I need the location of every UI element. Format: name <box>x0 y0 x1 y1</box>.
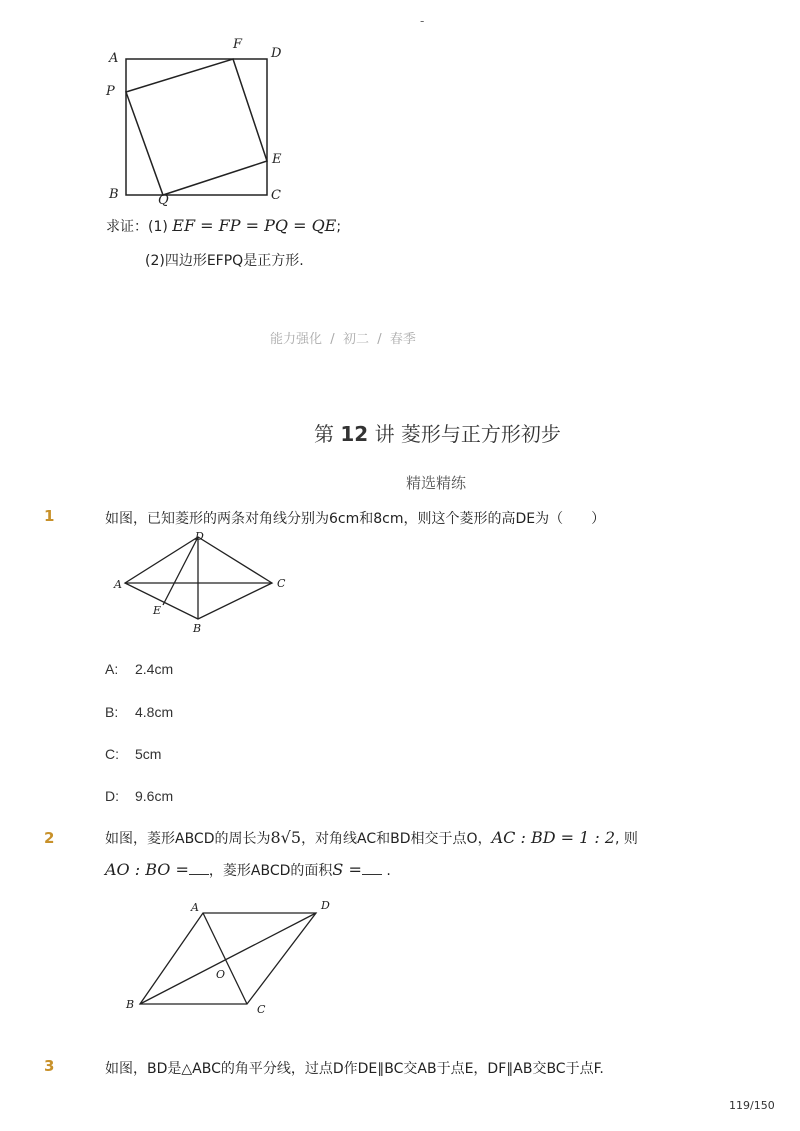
q2-blank-2[interactable] <box>362 862 382 875</box>
q1-option-b[interactable] <box>105 704 173 720</box>
label-E: E <box>272 152 282 167</box>
page-number: 119/150 <box>729 1099 775 1112</box>
prove-prefix: 求证：(1) <box>106 219 168 235</box>
q1-label-E: E <box>153 604 162 617</box>
q1-number: 1 <box>44 507 55 525</box>
header-sep1: / <box>330 332 335 347</box>
option-value: 5cm <box>135 746 162 762</box>
q2-label-O: O <box>216 968 226 981</box>
lecture-title-post: 讲 菱形与正方形初步 <box>374 422 561 446</box>
prove-math: EF = FP = PQ = QE <box>172 216 337 235</box>
q1-label-A: A <box>114 578 122 591</box>
header-grade: 初二 <box>342 332 369 347</box>
option-label: D: <box>105 788 119 804</box>
option-value: 4.8cm <box>135 704 174 720</box>
diagonal2-bd <box>140 913 316 1004</box>
q2-label-B: B <box>126 998 135 1011</box>
q2-line2 <box>105 860 391 880</box>
q3-number: 3 <box>44 1057 55 1075</box>
q1-label-B: B <box>193 622 202 635</box>
q1-label-C: C <box>277 577 286 590</box>
top-dash: - <box>420 14 425 28</box>
rhombus-figure <box>110 528 300 638</box>
q2-text-a: 如图，菱形ABCD的周长为 <box>105 831 271 847</box>
q2-area-math: S = <box>332 860 362 879</box>
q1-option-c[interactable] <box>105 746 161 762</box>
prove-suffix: ; <box>336 219 342 235</box>
square-abcd <box>126 59 267 195</box>
lecture-number: 12 <box>340 422 369 446</box>
header-sep2: / <box>377 332 382 347</box>
option-label: B: <box>105 704 119 720</box>
q2-perimeter-math: 8√5 <box>270 828 302 847</box>
q2-number: 2 <box>44 829 55 847</box>
option-value: 2.4cm <box>135 661 174 677</box>
q1-text: 如图，已知菱形的两条对角线分别为6cm和8cm，则这个菱形的高DE为（ ） <box>105 511 606 527</box>
section-title: 精选精练 <box>406 474 467 492</box>
label-A: A <box>109 51 119 66</box>
label-P: P <box>106 84 115 99</box>
quad-efpq <box>126 59 267 195</box>
q2-blank-1[interactable] <box>189 862 209 875</box>
prove-line1 <box>106 216 341 236</box>
lecture-title-pre: 第 <box>314 422 334 446</box>
label-D: D <box>271 46 282 61</box>
label-B: B <box>109 187 119 202</box>
q2-text-e: . <box>386 863 391 879</box>
height-de <box>163 537 198 605</box>
q2-ratio-math: AC : BD = 1 : 2 <box>491 828 616 847</box>
q2-label-D: D <box>321 899 330 912</box>
q2-ao-bo-math: AO : BO = <box>105 860 189 879</box>
label-F: F <box>233 37 243 52</box>
label-Q: Q <box>158 193 169 208</box>
q2-text-c: , 则 <box>615 831 638 847</box>
course-header <box>270 328 416 347</box>
q1-label-D: D <box>195 530 204 543</box>
prove-line2: (2)四边形EFPQ是正方形. <box>145 253 304 269</box>
lecture-title <box>314 418 561 447</box>
option-value: 9.6cm <box>135 788 174 804</box>
square-figure <box>100 36 300 216</box>
rhombus2-figure <box>130 900 330 1015</box>
option-label: A: <box>105 661 119 677</box>
q1-option-d[interactable] <box>105 788 173 804</box>
header-level: 能力强化 <box>270 332 323 347</box>
q2-text-b: ，对角线AC和BD相交于点O， <box>301 831 492 847</box>
label-C: C <box>271 188 281 203</box>
q2-label-A: A <box>191 901 199 914</box>
q1-option-a[interactable] <box>105 661 173 677</box>
q2-text-d: ，菱形ABCD的面积 <box>208 863 333 879</box>
q2-line1 <box>105 828 638 848</box>
option-label: C: <box>105 746 119 762</box>
q2-label-C: C <box>257 1003 266 1016</box>
diagonal2-ac <box>203 913 247 1004</box>
q3-text: 如图，BD是△ABC的角平分线，过点D作DE∥BC交AB于点E，DF∥AB交BC于点F. <box>105 1061 604 1077</box>
header-season: 春季 <box>389 332 416 347</box>
